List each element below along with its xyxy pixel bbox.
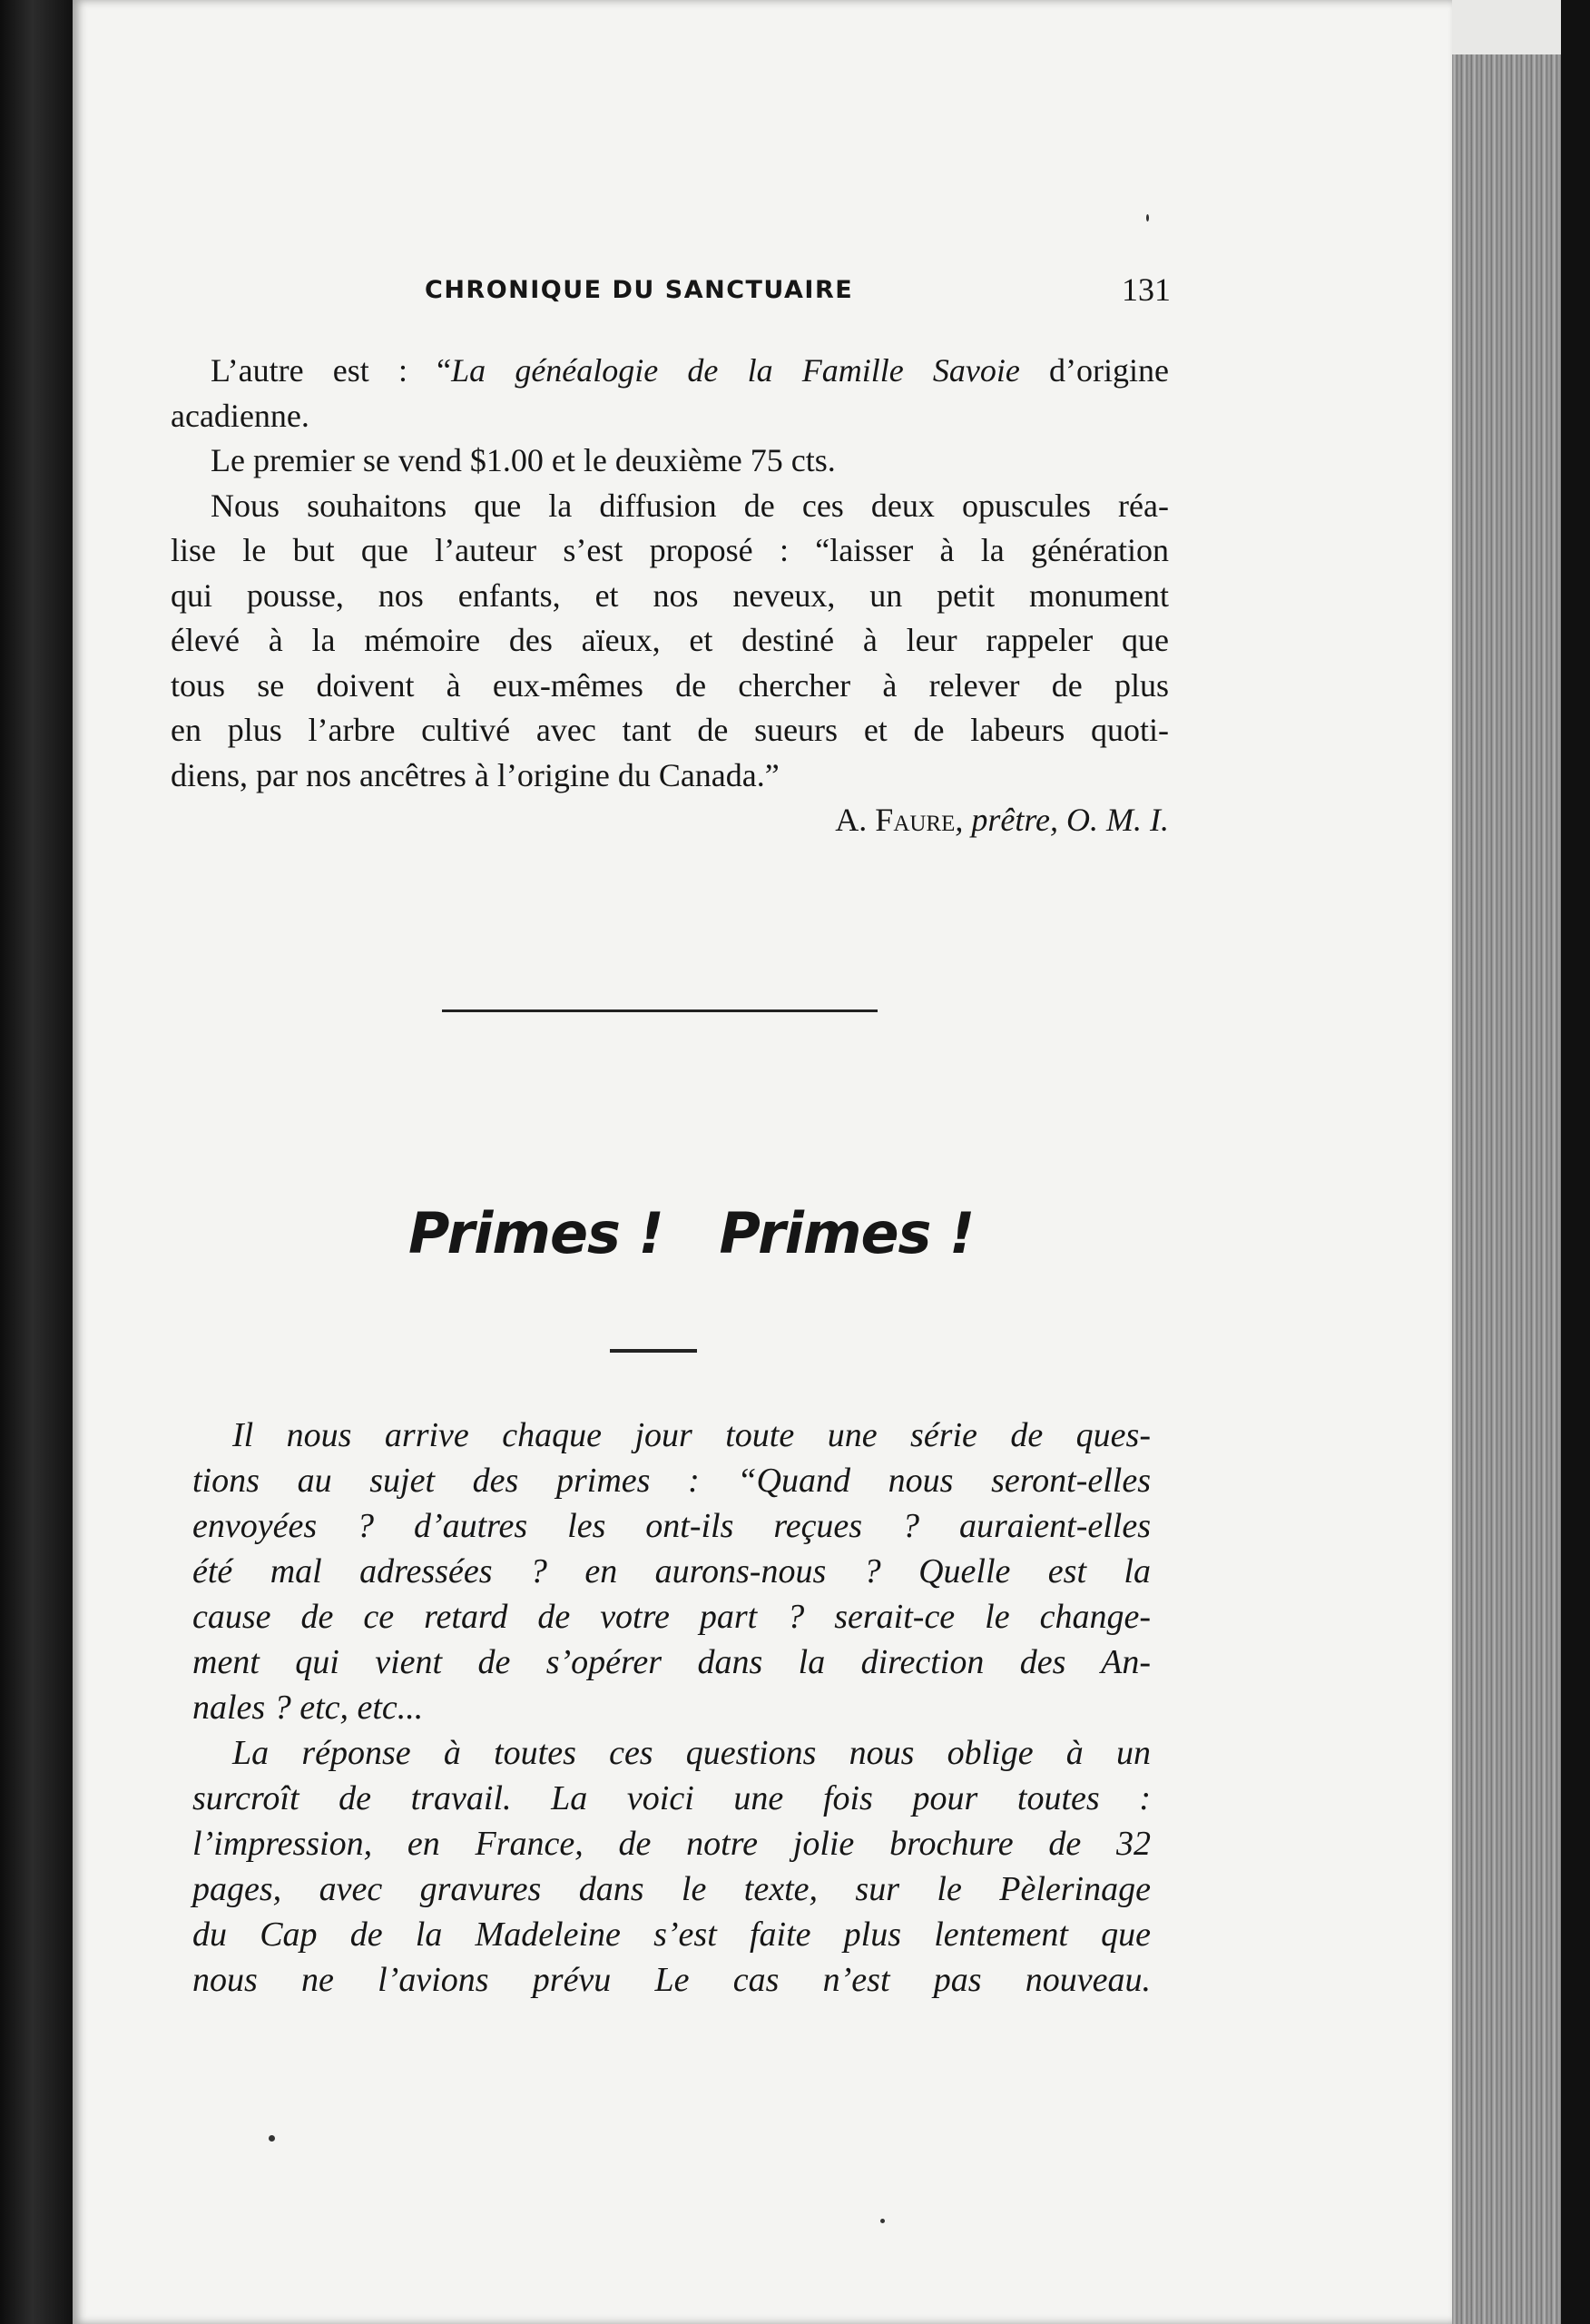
lower-text-block — [192, 1413, 1151, 2003]
text-line: Il nous arrive chaque jour toute une série de ques- — [232, 1416, 1151, 1454]
text-line: l’impression, en France, de notre jolie brochure de 32 — [192, 1825, 1151, 1863]
paragraph-souhait — [171, 484, 1169, 799]
text-line: qui pousse, nos enfants, et nos neveux, un petit monument — [171, 576, 1169, 614]
page-edges-top — [1452, 0, 1561, 54]
text-line: en plus l’arbre cultivé avec tant de sueurs et de labeurs quoti- — [171, 712, 1169, 748]
text-line: lise le but que l’auteur s’est proposé : “laisser à la génération — [171, 532, 1169, 568]
section-title: Primes ! Primes ! — [408, 1200, 975, 1266]
signature: A. Faure, prêtre, O. M. I. — [835, 802, 1169, 838]
text-line: été mal adressées ? en aurons-nous ? Quelle est la — [192, 1552, 1151, 1590]
text-line: Le premier se vend $1.00 et le deuxième 75 cts. — [211, 442, 836, 478]
text-line: ment qui vient de s’opérer dans la direction des An- — [192, 1643, 1151, 1681]
text-line: du Cap de la Madeleine s’est faite plus lentement que — [192, 1915, 1151, 1954]
text-line: pages, avec gravures dans le texte, sur le Pèlerinage — [192, 1870, 1151, 1908]
text-line: tions au sujet des primes : “Quand nous seront-elles — [192, 1462, 1151, 1500]
text-line: envoyées ? d’autres les ont-ils reçues ? auraient-elles — [192, 1507, 1151, 1545]
text-line: L’autre est : “La généalogie de la Famille Savoie d’origine — [211, 352, 1170, 389]
text-line: diens, par nos ancêtres à l’origine du Canada.” — [171, 756, 780, 793]
ink-speck — [880, 2219, 885, 2223]
paragraph-autre — [171, 349, 1169, 438]
text-line: cause de ce retard de votre part ? serait-ce le change- — [192, 1598, 1151, 1636]
text-line: élevé à la mémoire des aïeux, et destiné à leur rappeler que — [171, 622, 1169, 658]
text-line: nous ne l’avions prévu Le cas n’est pas nouveau. — [192, 1961, 1151, 1999]
ink-speck — [1146, 214, 1149, 222]
text-line: nales ? etc, etc... — [192, 1689, 424, 1727]
left-spine-shadow — [0, 0, 73, 2324]
text-line: acadienne. — [171, 397, 309, 434]
upper-text-block — [171, 349, 1169, 843]
right-scan-border — [1561, 0, 1590, 2324]
text-line: Nous souhaitons que la diffusion de ces deux opuscules réa- — [211, 487, 1169, 524]
text-line: tous se doivent à eux-mêmes de chercher à relever de plus — [171, 666, 1169, 704]
paragraph-reponse — [192, 1730, 1151, 2003]
paragraph-prix — [171, 438, 1169, 484]
running-head: CHRONIQUE DU SANCTUAIRE — [425, 276, 854, 304]
text-line: surcroît de travail. La voici une fois pour toutes : — [192, 1779, 1151, 1817]
page-number: 131 — [1122, 271, 1171, 308]
text-line: La réponse à toutes ces questions nous oblige à un — [232, 1734, 1151, 1772]
ink-speck — [269, 2135, 275, 2142]
paragraph-questions — [192, 1413, 1151, 1730]
section-divider — [442, 1009, 878, 1012]
title-underline — [610, 1349, 697, 1353]
page-edges-stack — [1452, 54, 1561, 2324]
